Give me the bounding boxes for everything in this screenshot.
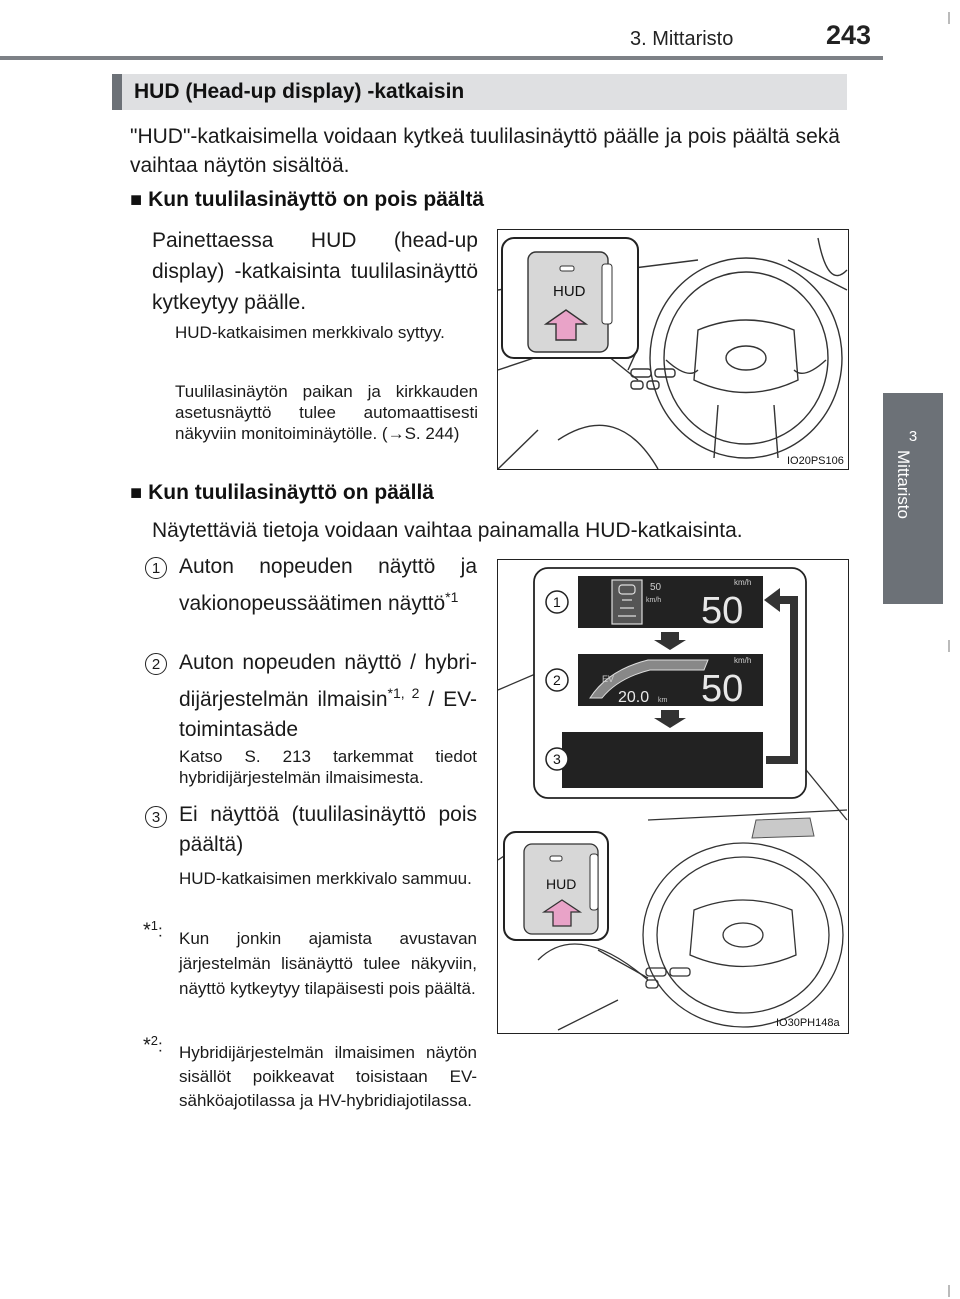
set-speed: 50 xyxy=(650,582,662,593)
figure-code: IO30PH148a xyxy=(776,1017,840,1029)
speed-unit-1: km/h xyxy=(734,578,752,587)
footnote-1-mark: *$^1$: xyxy=(143,918,163,942)
square-bullet-icon: ■ xyxy=(130,189,143,211)
speed-value-1: 50 xyxy=(701,590,744,632)
hud-mode-illustration xyxy=(498,560,848,1033)
item-2-note: Katso S. 213 tarkemmat tiedot hybridijärjestelmän ilmaisimesta. xyxy=(179,747,477,787)
chapter-tab-label: Mittaristo xyxy=(894,450,913,519)
speed-value-2: 50 xyxy=(701,668,744,710)
ev-range-unit: km xyxy=(658,697,668,704)
figure-hud-modes xyxy=(497,559,849,1034)
edge-tick xyxy=(948,640,950,652)
page-number: 243 xyxy=(826,20,872,50)
subheading-off: ■ Kun tuulilasinäyttö on pois päältä xyxy=(130,188,485,211)
page-reference-link[interactable]: S. 244) xyxy=(404,424,460,443)
step-number-2: 2 xyxy=(553,672,561,688)
figure-code: IO20PS106 xyxy=(787,455,844,467)
item-number-1: 1 xyxy=(145,557,167,579)
step-number-3: 3 xyxy=(553,751,561,767)
switch-label: HUD xyxy=(553,283,586,300)
chapter-title: 3. Mittaristo xyxy=(630,28,734,50)
set-speed-unit: km/h xyxy=(646,597,662,604)
speed-unit-2: km/h xyxy=(734,656,752,665)
on-text: Näytettäviä tietoja voidaan vaihtaa painamalla HUD-katkaisinta. xyxy=(152,519,743,542)
item-3-note: HUD-katkaisimen merkkivalo sammuu. xyxy=(179,869,472,888)
off-note-2: Tuulilasinäytön paikan ja kirkkauden asetusnäyttö tulee automaattisesti näkyviin monitoiminäytölle. (→S. 244) xyxy=(175,382,478,443)
item-2-text: Auton nopeuden näyttö / hybridijärjestelmän ilmaisin$^{*1, 2}$ / EV-toimintasäde xyxy=(179,651,477,741)
footnote-2-mark: *$^2$: xyxy=(143,1033,163,1057)
ev-label: EV xyxy=(602,674,615,684)
section-heading-bar xyxy=(112,74,122,110)
footnote-1-text: Kun jonkin ajamista avustavan järjestelmän lisänäyttö tulee näkyviin, näyttö kytkeytyy tilapäisesti pois päältä. xyxy=(179,929,477,998)
edge-tick xyxy=(948,1285,950,1297)
subheading-on: ■ Kun tuulilasinäyttö on päällä xyxy=(130,481,434,504)
chapter-tab-number: 3 xyxy=(908,428,918,445)
dashboard-illustration xyxy=(498,230,848,469)
edge-tick xyxy=(948,12,950,24)
off-note-1: HUD-katkaisimen merkkivalo syttyy. xyxy=(175,323,445,342)
step-number-1: 1 xyxy=(553,594,561,610)
off-text: Painettaessa HUD (head-up display) -katkaisinta tuulilasinäyttö kytkeytyy päälle. xyxy=(152,229,478,314)
square-bullet-icon: ■ xyxy=(130,482,143,504)
intro-paragraph: "HUD"-katkaisimella voidaan kytkeä tuulilasinäyttö päälle ja pois päältä sekä vaihtaa näytön sisältöä. xyxy=(130,125,840,177)
header-rule xyxy=(0,56,883,60)
item-3-text: Ei näyttöä (tuulilasinäyttö pois päältä) xyxy=(179,803,477,856)
arrow-icon: → xyxy=(387,424,405,443)
footnote-2-text: Hybridijärjestelmän ilmaisimen näytön sisällöt poikkeavat toisistaan EV-sähköajotilassa ja HV-hybridiajotilassa. xyxy=(179,1043,477,1110)
item-number-2: 2 xyxy=(145,653,167,675)
figure-hud-switch-off xyxy=(497,229,849,470)
switch-label: HUD xyxy=(546,876,577,892)
item-1-text: Auton nopeuden näyttö ja vakionopeussäätimen näyttö$^{*1}$ xyxy=(179,555,477,615)
section-title: HUD (Head-up display) -katkaisin xyxy=(134,80,465,103)
ev-range: 20.0 xyxy=(618,689,650,706)
item-number-3: 3 xyxy=(145,806,167,828)
